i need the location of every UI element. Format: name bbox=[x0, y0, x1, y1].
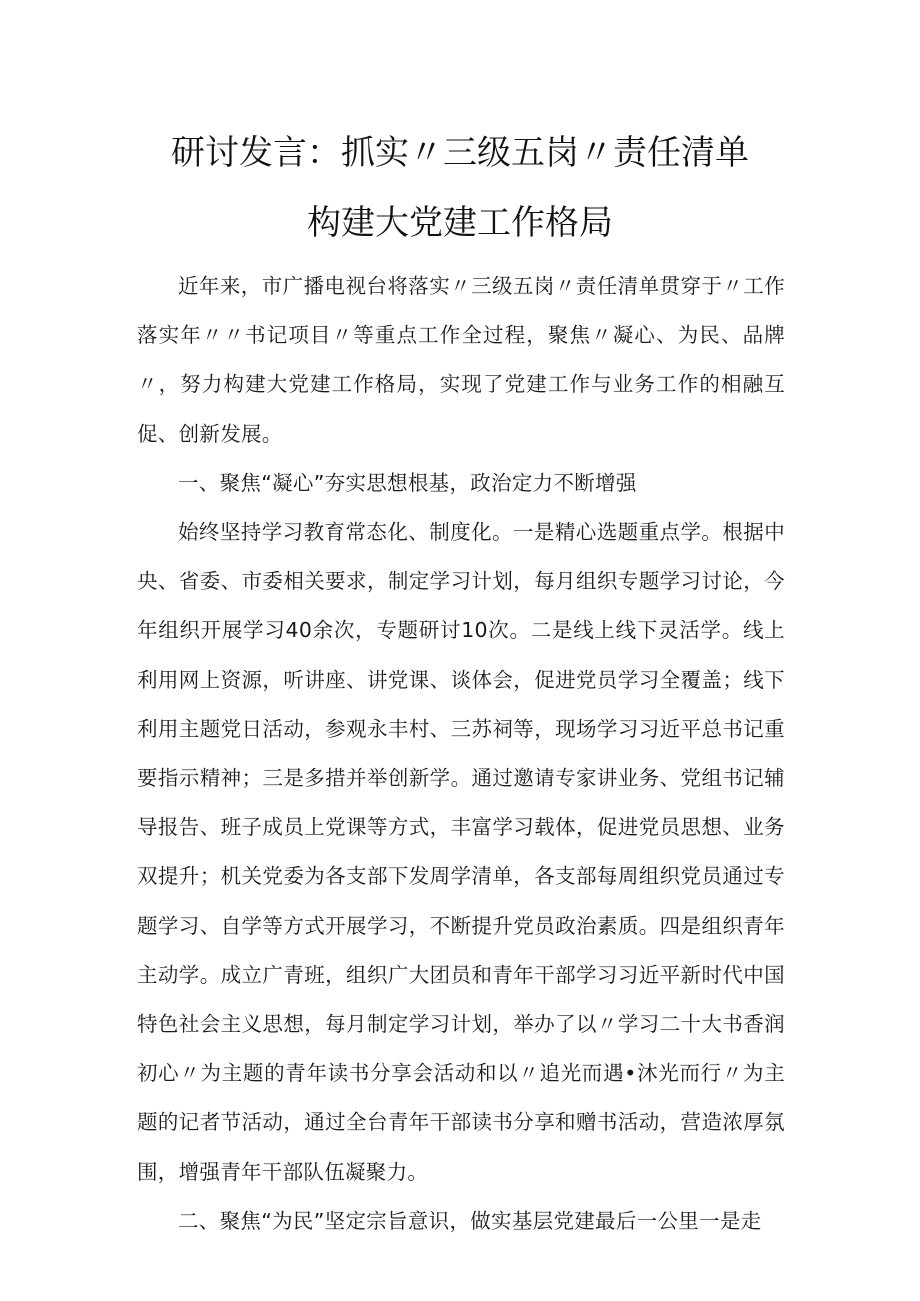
paragraph-intro: 近年来，市广播电视台将落实〃三级五岗〃责任清单贯穿于〃工作落实年〃〃书记项目〃等重点工作全过程，聚焦〃凝心、为民、品牌〃，努力构建大党建工作格局，实现了党建工作与业务工作的相融互促、创新发展。 bbox=[137, 274, 785, 446]
document-body bbox=[137, 262, 785, 1246]
section-heading-2: 二、聚焦“为民”坚定宗旨意识，做实基层党建最后一公里一是走 bbox=[178, 1208, 762, 1233]
section-heading-1: 一、聚焦“凝心”夯实思想根基，政治定力不断增强 bbox=[178, 470, 637, 495]
paragraph-section-1: 始终坚持学习教育常态化、制度化。一是精心选题重点学。根据中央、省委、市委相关要求，制定学习计划，每月组织专题学习讨论，今年组织开展学习40余次，专题研讨10次。二是线上线下灵活学。线上利用网上资源，听讲座、讲党课、谈体会，促进党员学习全覆盖；线下利用主题党日活动，参观永丰村、三苏祠等，现场学习习近平总书记重要指示精神；三是多措并举创新学。通过邀请专家讲业务、党组书记辅导报告、班子成员上党课等方式，丰富学习载体，促进党员思想、业务双提升；机关党委为各支部下发周学清单，各支部每周组织党员通过专题学习、自学等方式开展学习，不断提升党员政治素质。四是组织青年主动学。成立广青班，组织广大团员和青年干部学习习近平新时代中国特色社会主义思想，每月制定学习计划，举办了以〃学习二十大书香润初心〃为主题的青年读书分享会活动和以〃追光而遇•沐光而行〃为主题的记者节活动，通过全台青年干部读书分享和赠书活动，营造浓厚氛围，增强青年干部队伍凝聚力。 bbox=[137, 520, 785, 1184]
document-title-line-2: 构建大党建工作格局 bbox=[307, 203, 613, 243]
document-title-line-1: 研讨发言：抓实〃三级五岗〃责任清单 bbox=[171, 133, 749, 173]
